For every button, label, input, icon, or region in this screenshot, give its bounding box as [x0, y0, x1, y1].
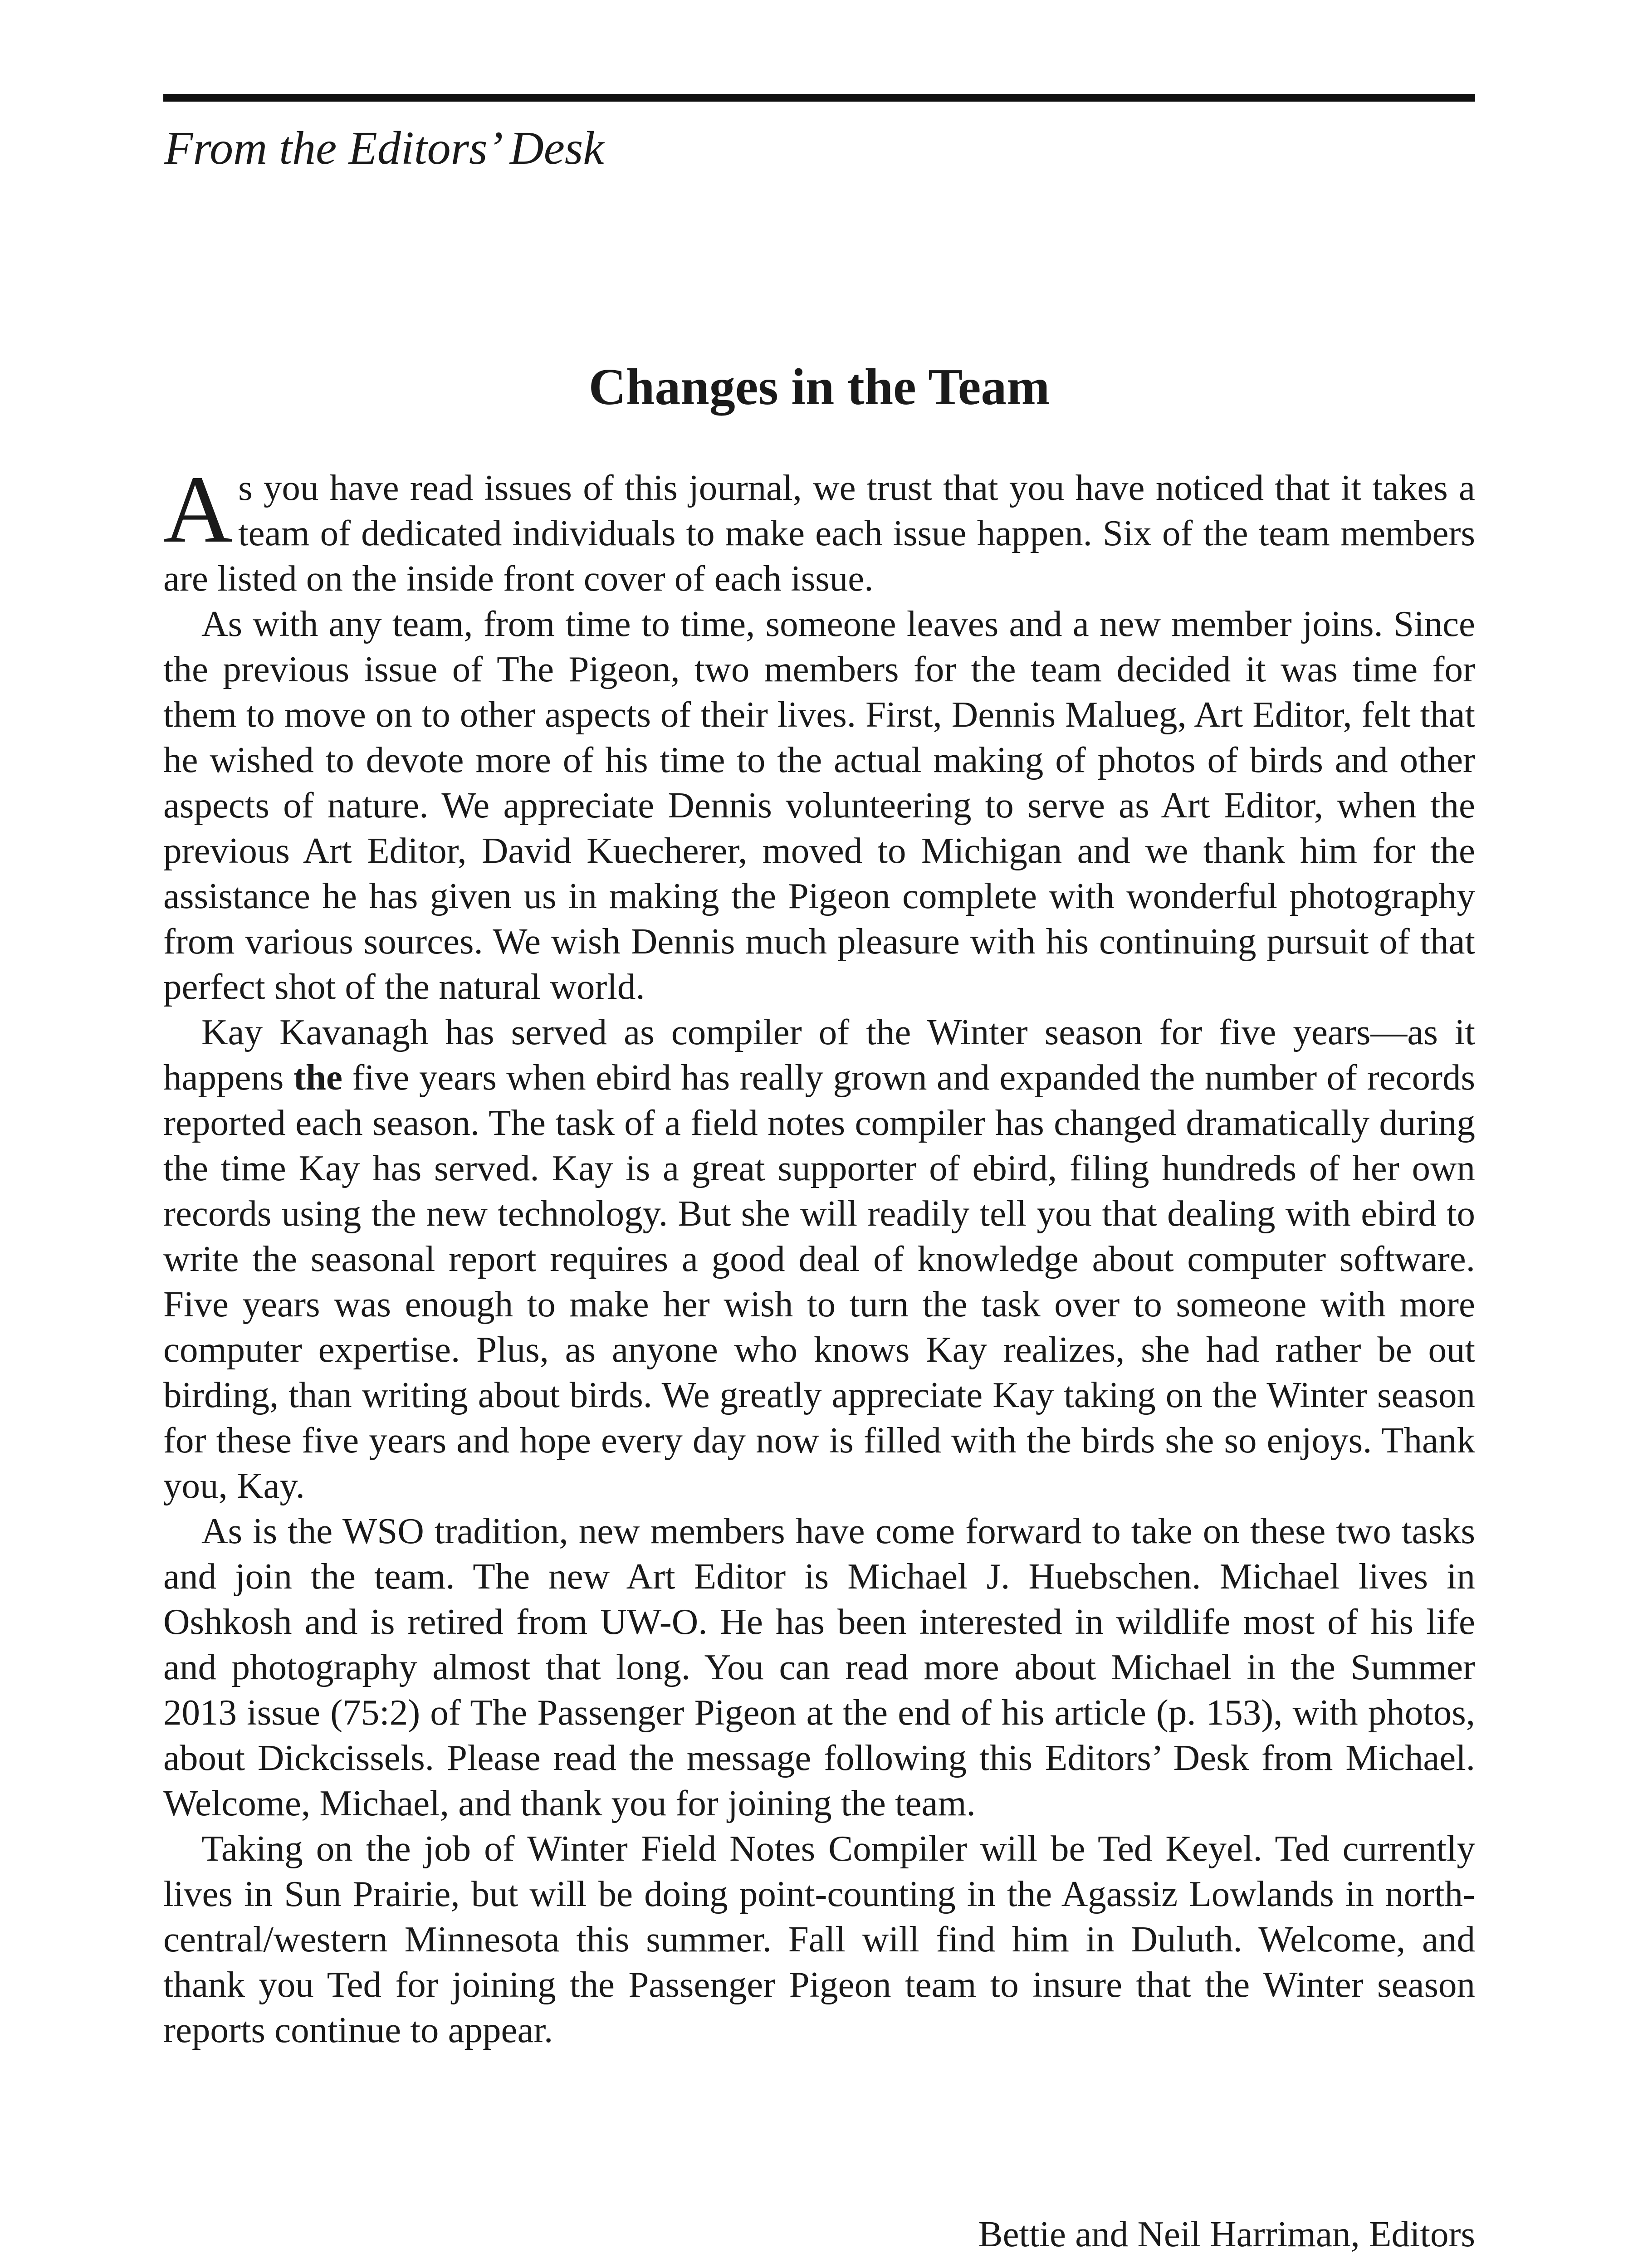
section-header: From the Editors’ Desk: [164, 122, 604, 174]
paragraph-3: [163, 1009, 1475, 1508]
article-title: Changes in the Team: [588, 358, 1050, 415]
paragraph-3-text-end: five years when ebird has really grown and expanded the number of records reported each season. The task of a field notes compiler has changed dramatically during the time Kay has served. Kay is a great supporter of ebird, filing hundreds of her own records using the new technology. But she will readily tell you that dealing with ebird to write the seasonal report requires a good deal of knowledge about computer software. Five years was enough to make her wish to turn the task over to someone with more computer expertise. Plus, as anyone who knows Kay realizes, she had rather be out birding, than writing about birds. We greatly appreciate Kay taking on the Winter season for these five years and hope every day now is filled with the birds she so enjoys. Thank you, Kay.: [163, 1057, 1475, 1506]
editors-signature: Bettie and Neil Harriman, Editors: [978, 2214, 1475, 2254]
paragraph-3-emphasis: the: [293, 1057, 342, 1098]
drop-cap: A: [163, 456, 233, 562]
paragraph-1-text: s you have read issues of this journal, we trust that you have noticed that it takes a team of dedicated individuals to make each issue happen. Six of the team members are listed on the inside front cover of each issue.: [163, 467, 1475, 599]
article-body: [163, 456, 1475, 2053]
header-rule: [163, 94, 1475, 102]
paragraph-5: Taking on the job of Winter Field Notes Compiler will be Ted Keyel. Ted currently lives in Sun Prairie, but will be doing point-counting in the Agassiz Lowlands in north-central/western Minnesota this summer. Fall will find him in Duluth. Welcome, and thank you Ted for joining the Passenger Pigeon team to insure that the Winter season reports continue to appear.: [163, 1828, 1475, 2050]
paragraph-4: As is the WSO tradition, new members have come forward to take on these two tasks and join the team. The new Art Editor is Michael J. Huebschen. Michael lives in Oshkosh and is retired from UW-O. He has been interested in wildlife most of his life and photography almost that long. You can read more about Michael in the Summer 2013 issue (75:2) of The Passenger Pigeon at the end of his article (p. 153), with photos, about Dickcissels. Please read the message following this Editors’ Desk from Michael. Welcome, Michael, and thank you for joining the team.: [163, 1510, 1475, 1823]
paragraph-2: As with any team, from time to time, someone leaves and a new member joins. Since the previous issue of The Pigeon, two members for the team decided it was time for them to move on to other aspects of their lives. First, Dennis Malueg, Art Editor, felt that he wished to devote more of his time to the actual making of photos of birds and other aspects of nature. We appreciate Dennis volunteering to serve as Art Editor, when the previous Art Editor, David Kuecherer, moved to Michigan and we thank him for the assistance he has given us in making the Pigeon complete with wonderful photography from various sources. We wish Dennis much pleasure with his continuing pursuit of that perfect shot of the natural world.: [163, 603, 1475, 1007]
paragraph-1: [163, 456, 1475, 601]
paragraph-3-text-start: Kay Kavanagh has served as compiler of the Winter season for five years—as it happens: [163, 1012, 1475, 1098]
